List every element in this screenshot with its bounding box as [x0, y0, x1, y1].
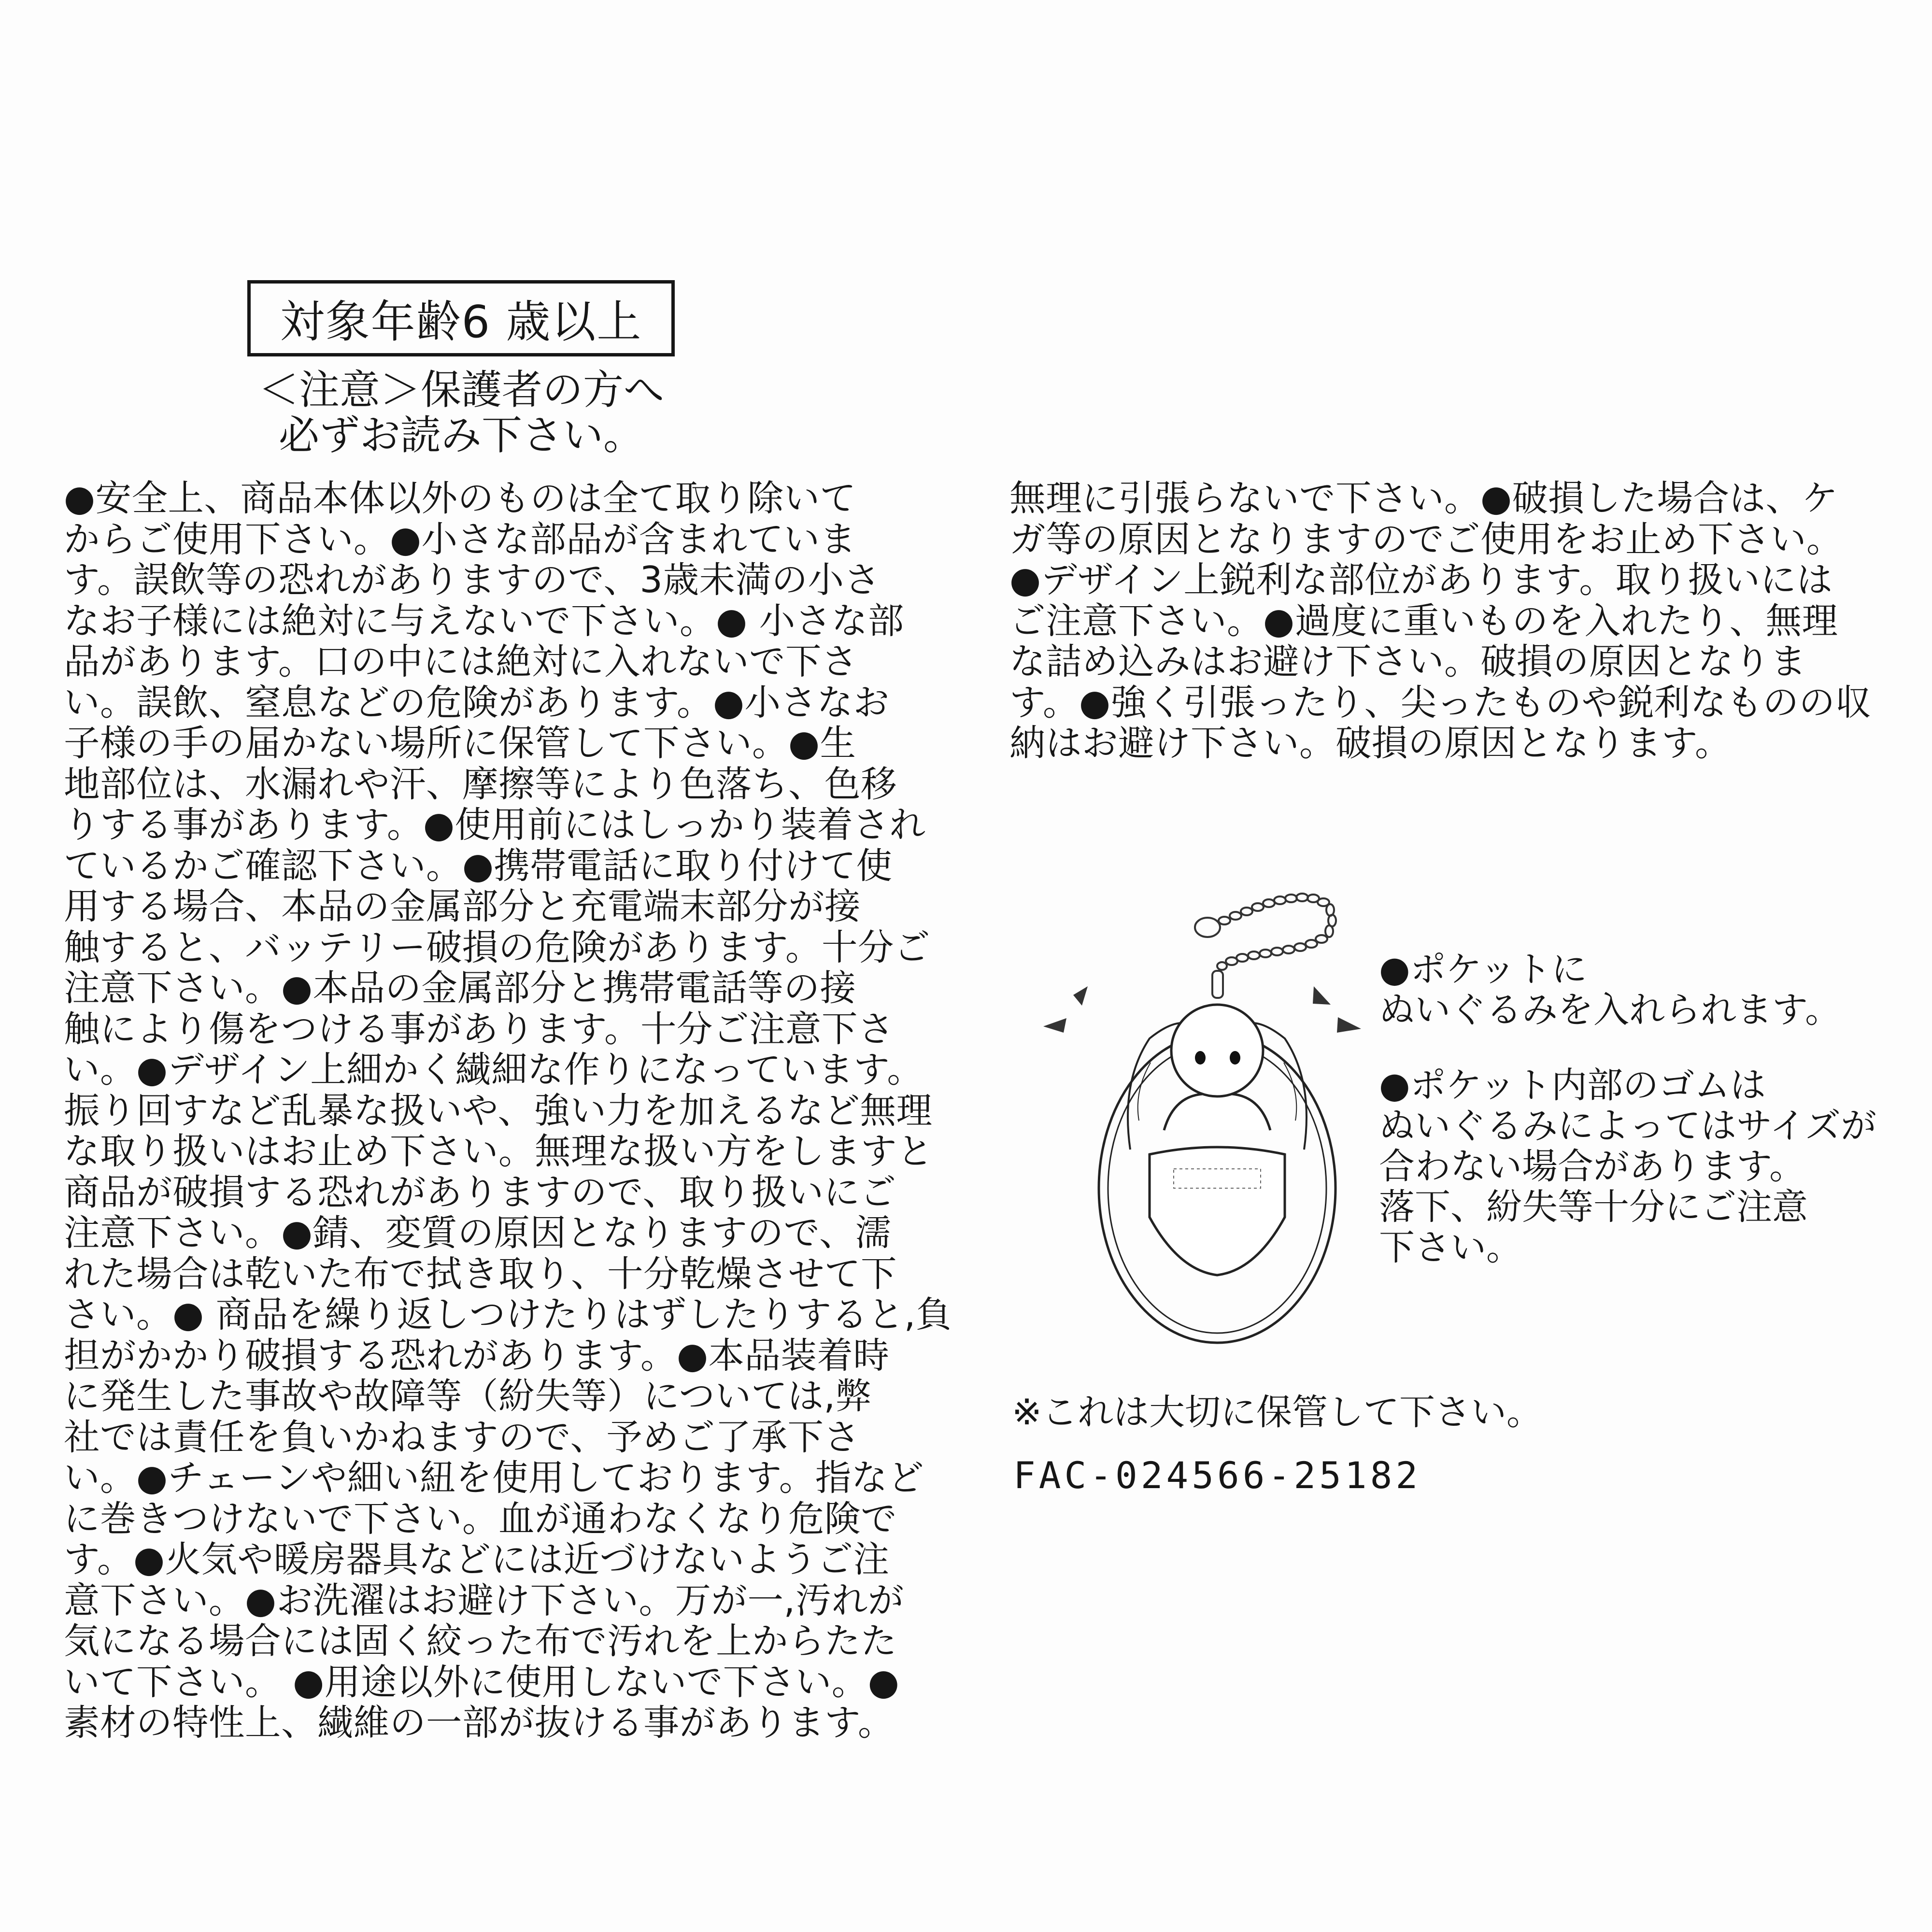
pocket-note-line: ぬいぐるみによってはサイズが: [1379, 1105, 1877, 1147]
caution-line: 商品が破損する恐れがありますので、取り扱いにご: [64, 1171, 896, 1213]
caution-line: 子様の手の届かない場所に保管して下さい。●生: [64, 722, 856, 764]
caution-line: 意下さい。●お洗濯はお避け下さい。万が一,汚れが: [64, 1579, 904, 1621]
caution-line: ●安全上、商品本体以外のものは全て取り除いて: [64, 477, 856, 519]
caution-line: い。誤飲、窒息などの危険があります。●小さなお: [64, 681, 890, 724]
guardian-notice: [232, 367, 691, 458]
caution-line: 触により傷をつける事があります。十分ご注意下さ: [64, 1008, 895, 1050]
caution-line: 納はお避け下さい。破損の原因となります。: [1009, 722, 1732, 764]
caution-line: す。●強く引張ったり、尖ったものや鋭利なものの収: [1009, 681, 1872, 724]
pocket-note-line: ●ポケットに: [1379, 949, 1587, 990]
caution-line: 注意下さい。●錆、変質の原因となりますので、濡: [64, 1212, 892, 1254]
caution-line: さい。● 商品を繰り返しつけたりはずしたりすると,負: [64, 1293, 952, 1335]
caution-line: 気になる場合には固く絞った布で汚れを上からたた: [64, 1620, 897, 1662]
caution-line: いて下さい。 ●用途以外に使用しないで下さい。●: [64, 1661, 900, 1703]
pocket-note-line: 落下、紛失等十分にご注意: [1379, 1186, 1808, 1228]
caution-line: からご使用下さい。●小さな部品が含まれていま: [64, 518, 856, 560]
caution-line: ガ等の原因となりますのでご使用をお止め下さい。: [1009, 518, 1843, 560]
notice-heading: ＜注意＞保護者の方へ: [258, 366, 664, 413]
caution-text-right: [1009, 478, 1872, 764]
caution-line: ているかご確認下さい。●携帯電話に取り付けて使: [64, 844, 893, 887]
pocket-note-line: ぬいぐるみを入れられます。: [1379, 989, 1841, 1031]
caution-line: 注意下さい。●本品の金属部分と携帯電話等の接: [64, 967, 856, 1009]
pocket-note-line: 合わない場合があります。: [1379, 1146, 1805, 1187]
caution-line: 用する場合、本品の金属部分と充電端末部分が接: [64, 885, 861, 927]
caution-line: なお子様には絶対に与えないで下さい。● 小さな部: [64, 599, 904, 642]
chain-icon: [1195, 894, 1336, 998]
caution-line: りする事があります。●使用前にはしっかり装着され: [64, 804, 926, 846]
caution-line: 社では責任を負いかねますので、予めご了承下さ: [64, 1416, 860, 1458]
caution-line: 触すると、バッテリー破損の危険があります。十分ご: [64, 926, 931, 968]
caution-line: な取り扱いはお止め下さい。無理な扱い方をしますと: [64, 1130, 934, 1172]
caution-line: 無理に引張らないで下さい。●破損した場合は、ケ: [1009, 477, 1838, 519]
caution-line: に巻きつけないで下さい。血が通わなくなり危険で: [64, 1497, 897, 1540]
pocket-note-line: ●ポケット内部のゴムは: [1379, 1065, 1766, 1106]
caution-line: 振り回すなど乱暴な扱いや、強い力を加えるなど無理: [64, 1089, 933, 1132]
age-label: 対象年齢6 歳以上: [280, 296, 642, 348]
product-code: FAC-024566-25182: [1013, 1454, 1421, 1497]
caution-line: ●デザイン上鋭利な部位があります。取り扱いには: [1009, 559, 1833, 601]
caution-line: れた場合は乾いた布で拭き取り、十分乾燥させて下: [64, 1252, 897, 1295]
notice-subheading: 必ずお読み下さい。: [278, 412, 644, 459]
caution-text-left: [64, 478, 952, 1744]
keep-note: ※これは大切に保管して下さい。: [1012, 1392, 1543, 1433]
keychain-pouch-illustration: [1029, 879, 1367, 1362]
caution-line: 素材の特性上、繊維の一部が抜ける事があります。: [64, 1702, 895, 1744]
caution-line: に発生した事故や故障等（紛失等）については,弊: [64, 1375, 872, 1417]
caution-line: す。誤飲等の恐れがありますので、3歳未満の小さ: [64, 559, 881, 601]
caution-line: い。●デザイン上細かく繊細な作りになっています。: [64, 1049, 923, 1091]
caution-line: 品があります。口の中には絶対に入れないで下さ: [64, 640, 858, 682]
caution-line: 担がかかり破損する恐れがあります。●本品装着時: [64, 1334, 890, 1377]
caution-line: 地部位は、水漏れや汗、摩擦等により色落ち、色移: [64, 763, 897, 805]
pocket-note-line: 下さい。: [1379, 1227, 1522, 1268]
caution-line: な詰め込みはお避け下さい。破損の原因となりま: [1009, 640, 1807, 682]
caution-line: い。●チェーンや細い紐を使用しております。指など: [64, 1457, 924, 1499]
pocket-note-spacer: [1379, 1030, 1876, 1065]
caution-line: す。●火気や暖房器具などには近づけないようご注: [64, 1538, 890, 1580]
caution-line: ご注意下さい。●過度に重いものを入れたり、無理: [1009, 599, 1838, 642]
age-label-box: [247, 280, 675, 356]
pocket-notes: [1379, 949, 1876, 1268]
